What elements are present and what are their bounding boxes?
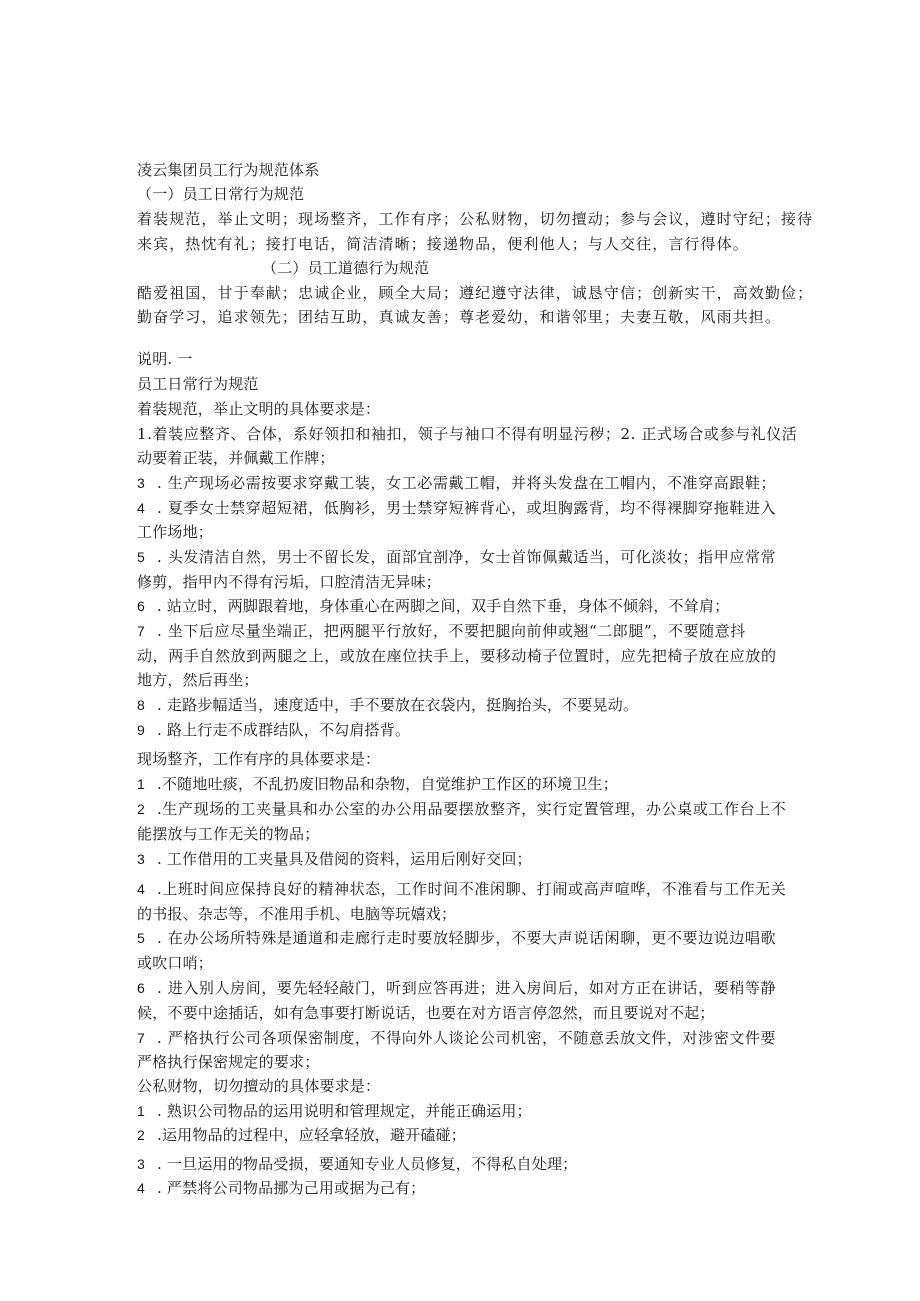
list-item-cont: 修剪，指甲内不得有污垢，口腔清洁无异味； <box>137 573 442 591</box>
list-item <box>137 1028 776 1048</box>
item-text: .上班时间应保持良好的精神状态，工作时间不准闲聊、打闹或高声喧哗，不准看与工作无关 <box>157 880 787 898</box>
list-item-cont: 的书报、杂志等，不准用手机、电脑等玩嬉戏； <box>137 905 457 923</box>
list-item <box>137 774 618 794</box>
item-text: . 生产现场必需按要求穿戴工装，女工必需戴工帽，并将头发盘在工帽内，不准穿高跟鞋； <box>157 474 777 492</box>
item-text: . 路上行走不成群结队，不勾肩搭背。 <box>157 721 411 739</box>
item-text: . 工作借用的工夹量具及借阅的资料，运用后刚好交回； <box>157 850 532 868</box>
list-item <box>137 928 776 948</box>
list-item <box>137 879 786 899</box>
item-number: 1 <box>137 776 145 792</box>
list-item: 动要着正装，并佩戴工作牌； <box>137 449 335 467</box>
list-item-cont: 能摆放与工作无关的物品； <box>137 825 320 843</box>
item-number: 7 <box>137 623 146 639</box>
list-item <box>137 1101 532 1121</box>
item-number: 3 <box>137 851 145 867</box>
item-number: 4 <box>137 1180 145 1196</box>
section-2-text: 酷爱祖国，甘于奉献；忠诚企业，顾全大局；遵纪遵守法律，诚恳守信；创新实干，高效勤俭； <box>137 284 814 302</box>
list-item-cont: 或吹口哨； <box>137 954 214 972</box>
item-text: . 熟识公司物品的运用说明和管理规定，并能正确运用； <box>157 1102 532 1120</box>
item-text: .运用物品的过程中，应轻拿轻放，避开磕碰； <box>157 1126 466 1144</box>
list-item-cont: 动，两手自然放到两腿之上，或放在座位扶手上，要移动椅子位置时，应先把椅子放在应放的 <box>137 647 777 665</box>
item-text: . 头发清洁自然，男士不留长发，面部宜剖净，女士首饰佩戴适当，可化淡妆；指甲应常常 <box>157 548 777 566</box>
item-text: . 严格执行公司各项保密制度，不得向外人谈论公司机密，不随意丢放文件，对涉密文件要 <box>157 1029 777 1047</box>
item-number: 8 <box>137 697 145 713</box>
section-1-text: 着装规范，举止文明；现场整齐，工作有序；公私财物，切勿擅动；参与会议，遵时守纪；接待 <box>137 210 814 228</box>
item-text: . 走路步幅适当，速度适中，手不要放在衣袋内，挺胸抬头，不要晃动。 <box>157 696 639 714</box>
list-item <box>137 621 746 641</box>
list-item: 1.着装应整齐、合体，系好领扣和袖扣，领子与袖口不得有明显污秽；2. 正式场合或参与礼仪活 <box>137 425 798 443</box>
item-number: 2 <box>137 801 146 817</box>
item-text: . 一旦运用的物品受损，要通知专业人员修复，不得私自处理； <box>157 1155 578 1173</box>
list-item <box>137 849 532 869</box>
section-1-text: 来宾，热忱有礼；接打电话，简洁清晰；接递物品，便利他人；与人交往，言行得体。 <box>137 235 749 253</box>
section-1-heading: （一）员工日常行为规范 <box>137 185 305 203</box>
item-text: .生产现场的工夹量具和办公室的办公用品要摆放整齐，实行定置管理，办公桌或工作台上不 <box>157 800 787 818</box>
dress-intro: 着装规范，举止文明的具体要求是： <box>137 400 381 418</box>
list-item <box>137 498 776 518</box>
item-text: . 在办公场所特殊是通道和走廊行走时要放轻脚步，不要大声说话闲聊，更不要边说边唱歌 <box>157 929 777 947</box>
item-number: 4 <box>137 881 146 897</box>
item-number: 5 <box>137 930 146 946</box>
list-item-cont: 候，不要中途插话，如有急事要打断说话，也要在对方语言停忽然，而且要说对不起； <box>137 1004 715 1022</box>
list-item <box>137 1154 577 1174</box>
item-number: 6 <box>137 980 146 996</box>
item-text: . 坐下后应尽量坐端正，把两腿平行放好，不要把腿向前伸或翘“二郎腿”，不要随意抖 <box>157 622 746 640</box>
list-item <box>137 596 729 616</box>
item-number: 1 <box>137 1103 145 1119</box>
item-number: 4 <box>137 500 146 516</box>
section-2-text: 勤奋学习，追求领先；团结互助，真诚友善；尊老爱幼，和谐邻里；夫妻互敬，风雨共担。 <box>137 308 782 326</box>
item-text: .不随地吐痰，不乱扔废旧物品和杂物，自觉维护工作区的环境卫生； <box>157 775 618 793</box>
item-number: 7 <box>137 1030 146 1046</box>
list-item <box>137 799 786 819</box>
list-item <box>137 695 638 715</box>
list-item <box>137 720 410 740</box>
note-label: 说明. 一 <box>137 350 193 368</box>
item-number: 3 <box>137 475 146 491</box>
list-item-cont: 地方，然后再坐； <box>137 671 259 689</box>
item-number: 5 <box>137 549 146 565</box>
list-item-cont: 严格执行保密规定的要求； <box>137 1053 320 1071</box>
document-title: 凌云集团员工行为规范体系 <box>137 161 320 179</box>
item-number: 3 <box>137 1156 145 1172</box>
item-number: 2 <box>137 1127 145 1143</box>
note-heading: 员工日常行为规范 <box>137 375 259 393</box>
list-item <box>137 1178 425 1198</box>
list-item <box>137 978 776 998</box>
item-number: 6 <box>137 598 145 614</box>
list-item-cont: 工作场地； <box>137 523 214 541</box>
section-2-heading: （二）员工道德行为规范 <box>262 259 430 277</box>
list-item <box>137 547 776 567</box>
list-item <box>137 473 776 493</box>
item-text: . 严禁将公司物品挪为己用或据为己有； <box>157 1179 426 1197</box>
item-text: . 进入别人房间，要先轻轻敲门，听到应答再进；进入房间后，如对方正在讲话，要稍等静 <box>157 979 777 997</box>
item-number: 9 <box>137 722 145 738</box>
site-intro: 现场整齐，工作有序的具体要求是： <box>137 750 381 768</box>
property-intro: 公私财物，切勿擅动的具体要求是： <box>137 1077 381 1095</box>
list-item <box>137 1125 466 1145</box>
item-text: . 夏季女士禁穿超短裙，低胸衫，男士禁穿短裤背心，或坦胸露背，均不得裸脚穿拖鞋进入 <box>157 499 777 517</box>
item-text: . 站立时，两脚跟着地，身体重心在两脚之间，双手自然下垂，身体不倾斜，不耸肩； <box>157 597 730 615</box>
